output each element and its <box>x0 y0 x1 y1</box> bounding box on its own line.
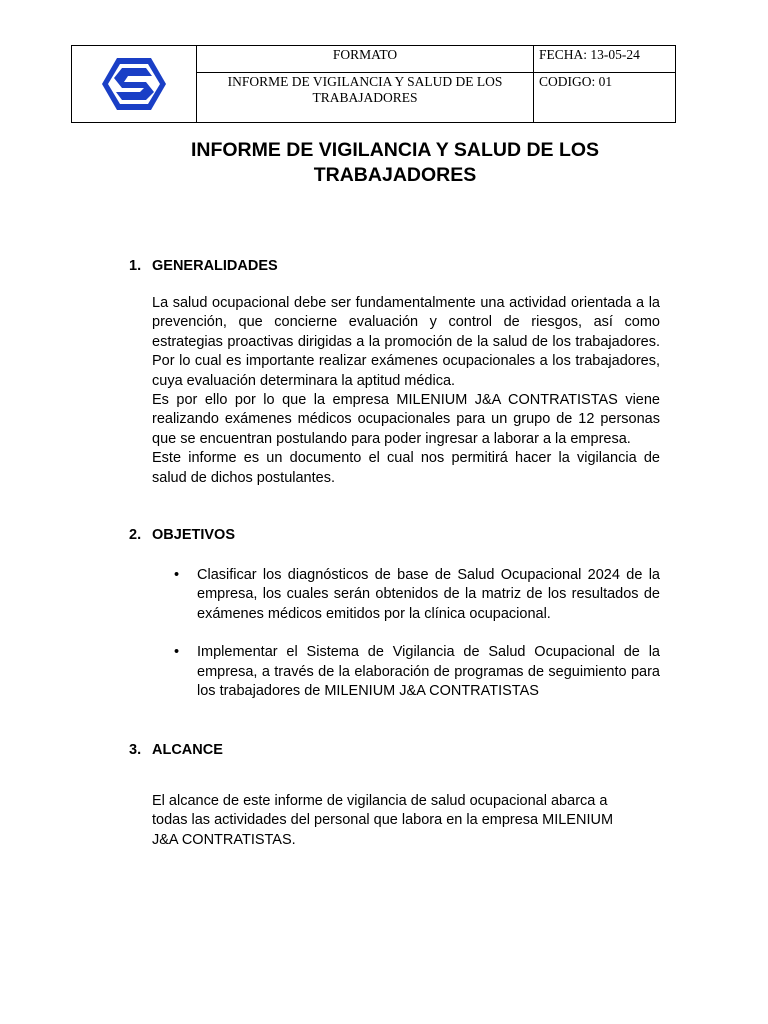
company-logo-icon <box>100 56 168 112</box>
paragraph: La salud ocupacional debe ser fundamentalmente una actividad orientada a la prevención, que concierne evaluación y control de riesgos, así como estrategias proactivas dirigidas a la promoción de la salud de los trabajadores. Por lo cual es importante realizar exámenes ocupacionales a los trabajadores, cuya evaluación determinara la aptitud médica. <box>152 295 660 389</box>
bullet-icon: • <box>174 567 180 583</box>
section-heading-objetivos <box>129 527 235 543</box>
text-line: El alcance de este informe de vigilancia de salud ocupacional abarca a <box>152 793 608 809</box>
list-item-text: Clasificar los diagnósticos de base de Salud Ocupacional 2024 de la empresa, los cuales serán obtenidos de la matriz de los resultados de exámenes médicos emitidos por la clínica ocupacional. <box>197 567 660 622</box>
format-label: FORMATO <box>197 46 534 73</box>
date-label: FECHA: 13-05-24 <box>534 46 676 73</box>
text-line: J&A CONTRATISTAS. <box>152 831 296 848</box>
paragraph: Este informe es un documento el cual nos permitirá hacer la vigilancia de salud de dichos postulantes. <box>152 450 660 486</box>
document-header-table <box>71 45 676 123</box>
section-heading-text: ALCANCE <box>152 742 223 758</box>
header-doc-title: INFORME DE VIGILANCIA Y SALUD DE LOS TRABAJADORES <box>197 73 534 123</box>
list-item <box>172 643 660 701</box>
paragraph: Es por ello por lo que la empresa MILENIUM J&A CONTRATISTAS viene realizando exámenes médicos ocupacionales para un grupo de 12 personas que se encuentran postulando para poder ingresar a laborar a la empresa. <box>152 392 660 447</box>
section-heading-text: OBJETIVOS <box>152 527 235 543</box>
page-title: INFORME DE VIGILANCIA Y SALUD DE LOS TRABAJADORES <box>190 139 600 186</box>
logo-cell <box>72 46 197 123</box>
section-body-alcance <box>152 792 652 850</box>
list-item <box>172 566 660 624</box>
section-heading-text: GENERALIDADES <box>152 258 278 274</box>
code-label: CODIGO: 01 <box>534 73 676 123</box>
section-number: 3. <box>129 742 142 758</box>
section-number: 1. <box>129 258 142 274</box>
text-line: todas las actividades del personal que labora en la empresa MILENIUM <box>152 812 614 829</box>
objectives-list <box>172 566 660 720</box>
section-body-generalidades <box>152 294 660 488</box>
bullet-icon: • <box>174 644 180 661</box>
section-number: 2. <box>129 527 142 543</box>
section-heading-alcance <box>129 742 223 758</box>
list-item-text: Implementar el Sistema de Vigilancia de Salud Ocupacional de la empresa, a través de la elaboración de programas de seguimiento para los trabajadores de MILENIUM J&A CONTRATISTAS <box>197 644 660 700</box>
section-heading-generalidades <box>129 258 278 274</box>
